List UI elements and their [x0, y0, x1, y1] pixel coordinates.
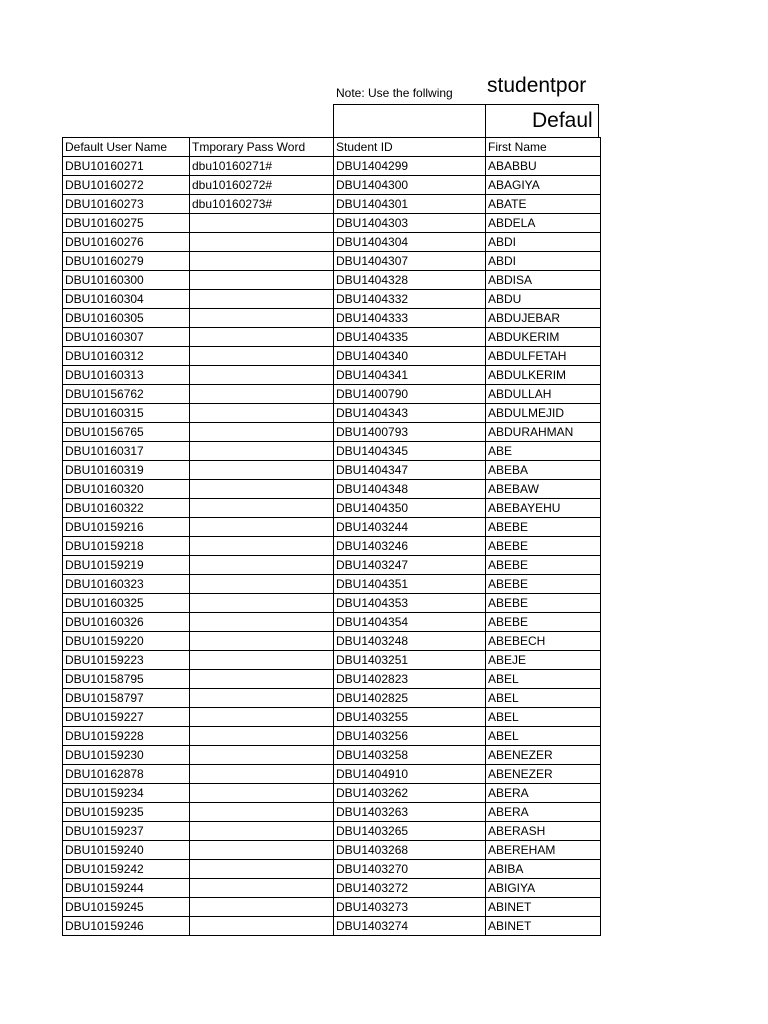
first-name-cell[interactable]: ABEBE — [486, 613, 601, 632]
table-row — [63, 328, 601, 347]
password-cell[interactable] — [190, 271, 334, 290]
student-id-cell[interactable]: DBU1404304 — [334, 233, 486, 252]
student-id-cell[interactable]: DBU1400793 — [334, 423, 486, 442]
student-id-cell[interactable]: DBU1404350 — [334, 499, 486, 518]
user-name-cell[interactable]: DBU10159216 — [63, 518, 190, 537]
first-name-cell[interactable]: ABDI — [486, 233, 601, 252]
student-id-cell[interactable]: DBU1404301 — [334, 195, 486, 214]
table-row — [63, 708, 601, 727]
first-name-cell[interactable]: ABEBE — [486, 575, 601, 594]
user-name-cell[interactable]: DBU10160323 — [63, 575, 190, 594]
student-id-cell[interactable]: DBU1404303 — [334, 214, 486, 233]
user-name-cell[interactable]: DBU10156762 — [63, 385, 190, 404]
password-cell[interactable] — [190, 480, 334, 499]
user-name-cell[interactable]: DBU10160313 — [63, 366, 190, 385]
student-id-cell[interactable]: DBU1403270 — [334, 860, 486, 879]
table-row — [63, 480, 601, 499]
user-name-cell[interactable]: DBU10160317 — [63, 442, 190, 461]
password-cell[interactable] — [190, 651, 334, 670]
table-row — [63, 347, 601, 366]
user-name-cell[interactable]: DBU10160320 — [63, 480, 190, 499]
first-name-cell[interactable]: ABINET — [486, 917, 601, 936]
table-row — [63, 252, 601, 271]
student-id-cell[interactable]: DBU1404348 — [334, 480, 486, 499]
table-row — [63, 271, 601, 290]
table-row — [63, 195, 601, 214]
user-name-cell[interactable]: DBU10160322 — [63, 499, 190, 518]
first-name-cell[interactable]: ABEBE — [486, 518, 601, 537]
user-name-cell[interactable]: DBU10159219 — [63, 556, 190, 575]
first-name-cell[interactable]: ABEBECH — [486, 632, 601, 651]
student-id-cell[interactable]: DBU1403272 — [334, 879, 486, 898]
table-row — [63, 290, 601, 309]
first-name-cell[interactable]: ABDURAHMAN — [486, 423, 601, 442]
table-row — [63, 309, 601, 328]
user-name-cell[interactable]: DBU10159244 — [63, 879, 190, 898]
table-row — [63, 841, 601, 860]
header-first-name[interactable]: First Name — [486, 138, 601, 157]
password-cell[interactable] — [190, 670, 334, 689]
user-name-cell[interactable]: DBU10162878 — [63, 765, 190, 784]
password-cell[interactable] — [190, 689, 334, 708]
student-id-cell[interactable]: DBU1403247 — [334, 556, 486, 575]
user-name-cell[interactable]: DBU10160304 — [63, 290, 190, 309]
user-name-cell[interactable]: DBU10160315 — [63, 404, 190, 423]
student-id-cell[interactable]: DBU1403262 — [334, 784, 486, 803]
student-id-cell[interactable]: DBU1403265 — [334, 822, 486, 841]
first-name-cell[interactable]: ABDU — [486, 290, 601, 309]
table-row — [63, 556, 601, 575]
user-name-cell[interactable]: DBU10159246 — [63, 917, 190, 936]
password-cell[interactable] — [190, 499, 334, 518]
first-name-cell[interactable]: ABEL — [486, 727, 601, 746]
student-id-cell[interactable]: DBU1404307 — [334, 252, 486, 271]
table-row — [63, 651, 601, 670]
user-name-cell[interactable]: DBU10160276 — [63, 233, 190, 252]
user-name-cell[interactable]: DBU10159230 — [63, 746, 190, 765]
password-cell[interactable] — [190, 575, 334, 594]
first-name-cell[interactable]: ABEJE — [486, 651, 601, 670]
password-cell[interactable] — [190, 917, 334, 936]
first-name-cell[interactable]: ABEL — [486, 708, 601, 727]
student-id-cell[interactable]: DBU1403248 — [334, 632, 486, 651]
student-id-cell[interactable]: DBU1403274 — [334, 917, 486, 936]
user-name-cell[interactable]: DBU10160312 — [63, 347, 190, 366]
first-name-cell[interactable]: ABIBA — [486, 860, 601, 879]
user-name-cell[interactable]: DBU10159240 — [63, 841, 190, 860]
user-name-cell[interactable]: DBU10160319 — [63, 461, 190, 480]
user-name-cell[interactable]: DBU10159237 — [63, 822, 190, 841]
table-row — [63, 917, 601, 936]
first-name-cell[interactable]: ABEBA — [486, 461, 601, 480]
user-name-cell[interactable]: DBU10160300 — [63, 271, 190, 290]
user-name-cell[interactable]: DBU10159220 — [63, 632, 190, 651]
user-name-cell[interactable]: DBU10160275 — [63, 214, 190, 233]
credentials-table — [62, 137, 601, 936]
first-name-cell[interactable]: ABENEZER — [486, 746, 601, 765]
table-row — [63, 632, 601, 651]
password-cell[interactable] — [190, 860, 334, 879]
user-name-cell[interactable]: DBU10159235 — [63, 803, 190, 822]
student-id-cell[interactable]: DBU1403246 — [334, 537, 486, 556]
user-name-cell[interactable]: DBU10159223 — [63, 651, 190, 670]
student-id-cell[interactable]: DBU1404343 — [334, 404, 486, 423]
portal-title: studentpor — [487, 74, 587, 97]
password-cell[interactable] — [190, 347, 334, 366]
password-cell[interactable] — [190, 518, 334, 537]
table-row — [63, 518, 601, 537]
user-name-cell[interactable]: DBU10160279 — [63, 252, 190, 271]
password-cell[interactable] — [190, 765, 334, 784]
user-name-cell[interactable]: DBU10160272 — [63, 176, 190, 195]
user-name-cell[interactable]: DBU10158797 — [63, 689, 190, 708]
first-name-cell[interactable]: ABDULMEJID — [486, 404, 601, 423]
table-row — [63, 765, 601, 784]
table-row — [63, 670, 601, 689]
first-name-cell[interactable]: ABEBE — [486, 556, 601, 575]
subheading-divider — [485, 105, 486, 137]
student-id-cell[interactable]: DBU1403256 — [334, 727, 486, 746]
first-name-cell[interactable]: ABERASH — [486, 822, 601, 841]
first-name-cell[interactable]: ABDUKERIM — [486, 328, 601, 347]
first-name-cell[interactable]: ABERA — [486, 784, 601, 803]
table-row — [63, 366, 601, 385]
first-name-cell[interactable]: ABEL — [486, 689, 601, 708]
password-cell[interactable] — [190, 309, 334, 328]
subheading-text: Defaul — [532, 109, 593, 132]
password-cell[interactable]: dbu10160272# — [190, 176, 334, 195]
student-id-cell[interactable]: DBU1402823 — [334, 670, 486, 689]
password-cell[interactable] — [190, 233, 334, 252]
password-cell[interactable] — [190, 879, 334, 898]
student-id-cell[interactable]: DBU1404354 — [334, 613, 486, 632]
table-row — [63, 898, 601, 917]
student-id-cell[interactable]: DBU1404353 — [334, 594, 486, 613]
first-name-cell[interactable]: ABATE — [486, 195, 601, 214]
student-id-cell[interactable]: DBU1403268 — [334, 841, 486, 860]
first-name-cell[interactable]: ABDISA — [486, 271, 601, 290]
password-cell[interactable] — [190, 328, 334, 347]
student-id-cell[interactable]: DBU1404299 — [334, 157, 486, 176]
student-id-cell[interactable]: DBU1404340 — [334, 347, 486, 366]
first-name-cell[interactable]: ABDULFETAH — [486, 347, 601, 366]
user-name-cell[interactable]: DBU10158795 — [63, 670, 190, 689]
user-name-cell[interactable]: DBU10159227 — [63, 708, 190, 727]
student-id-cell[interactable]: DBU1404347 — [334, 461, 486, 480]
student-id-cell[interactable]: DBU1403273 — [334, 898, 486, 917]
table-row — [63, 537, 601, 556]
first-name-cell[interactable]: ABDELA — [486, 214, 601, 233]
table-row — [63, 499, 601, 518]
first-name-cell[interactable]: ABEBE — [486, 537, 601, 556]
table-row — [63, 157, 601, 176]
user-name-cell[interactable]: DBU10159245 — [63, 898, 190, 917]
table-row — [63, 176, 601, 195]
password-cell[interactable]: dbu10160271# — [190, 157, 334, 176]
student-id-cell[interactable]: DBU1404351 — [334, 575, 486, 594]
student-id-cell[interactable]: DBU1404341 — [334, 366, 486, 385]
student-id-cell[interactable]: DBU1404332 — [334, 290, 486, 309]
table-row — [63, 214, 601, 233]
password-cell[interactable] — [190, 841, 334, 860]
password-cell[interactable] — [190, 613, 334, 632]
student-id-cell[interactable]: DBU1402825 — [334, 689, 486, 708]
password-cell[interactable] — [190, 442, 334, 461]
password-cell[interactable] — [190, 898, 334, 917]
student-id-cell[interactable]: DBU1403263 — [334, 803, 486, 822]
table-row — [63, 423, 601, 442]
table-row — [63, 784, 601, 803]
password-cell[interactable] — [190, 537, 334, 556]
first-name-cell[interactable]: ABENEZER — [486, 765, 601, 784]
first-name-cell[interactable]: ABDUJEBAR — [486, 309, 601, 328]
password-cell[interactable] — [190, 746, 334, 765]
first-name-cell[interactable]: ABDI — [486, 252, 601, 271]
table-row — [63, 594, 601, 613]
first-name-cell[interactable]: ABEL — [486, 670, 601, 689]
password-cell[interactable] — [190, 252, 334, 271]
user-name-cell[interactable]: DBU10160326 — [63, 613, 190, 632]
student-id-cell[interactable]: DBU1404328 — [334, 271, 486, 290]
header-row — [63, 138, 601, 157]
note-text: Note: Use the follwing — [336, 86, 453, 100]
student-id-cell[interactable]: DBU1403251 — [334, 651, 486, 670]
table-row — [63, 746, 601, 765]
table-row — [63, 575, 601, 594]
table-row — [63, 385, 601, 404]
password-cell[interactable] — [190, 632, 334, 651]
student-id-cell[interactable]: DBU1403258 — [334, 746, 486, 765]
header-default-user-name[interactable]: Default User Name — [63, 138, 190, 157]
student-id-cell[interactable]: DBU1400790 — [334, 385, 486, 404]
user-name-cell[interactable]: DBU10159242 — [63, 860, 190, 879]
table-row — [63, 613, 601, 632]
password-cell[interactable] — [190, 366, 334, 385]
table-row — [63, 879, 601, 898]
first-name-cell[interactable]: ABABBU — [486, 157, 601, 176]
password-cell[interactable] — [190, 784, 334, 803]
student-id-cell[interactable]: DBU1403255 — [334, 708, 486, 727]
password-cell[interactable] — [190, 290, 334, 309]
password-cell[interactable] — [190, 556, 334, 575]
table-row — [63, 404, 601, 423]
student-id-cell[interactable]: DBU1404300 — [334, 176, 486, 195]
table-row — [63, 727, 601, 746]
user-name-cell[interactable]: DBU10160271 — [63, 157, 190, 176]
user-name-cell[interactable]: DBU10160307 — [63, 328, 190, 347]
password-cell[interactable] — [190, 594, 334, 613]
header-temporary-password[interactable]: Tmporary Pass Word — [190, 138, 334, 157]
table-row — [63, 860, 601, 879]
user-name-cell[interactable]: DBU10160305 — [63, 309, 190, 328]
first-name-cell[interactable]: ABAGIYA — [486, 176, 601, 195]
password-cell[interactable]: dbu10160273# — [190, 195, 334, 214]
user-name-cell[interactable]: DBU10156765 — [63, 423, 190, 442]
table-row — [63, 822, 601, 841]
header-student-id[interactable]: Student ID — [334, 138, 486, 157]
user-name-cell[interactable]: DBU10160273 — [63, 195, 190, 214]
password-cell[interactable] — [190, 822, 334, 841]
student-id-cell[interactable]: DBU1403244 — [334, 518, 486, 537]
first-name-cell[interactable]: ABIGIYA — [486, 879, 601, 898]
table-row — [63, 803, 601, 822]
first-name-cell[interactable]: ABDULKERIM — [486, 366, 601, 385]
table-row — [63, 461, 601, 480]
user-name-cell[interactable]: DBU10160325 — [63, 594, 190, 613]
password-cell[interactable] — [190, 461, 334, 480]
first-name-cell[interactable]: ABDULLAH — [486, 385, 601, 404]
first-name-cell[interactable]: ABE — [486, 442, 601, 461]
table-row — [63, 442, 601, 461]
student-id-cell[interactable]: DBU1404333 — [334, 309, 486, 328]
password-cell[interactable] — [190, 708, 334, 727]
password-cell[interactable] — [190, 423, 334, 442]
user-name-cell[interactable]: DBU10159218 — [63, 537, 190, 556]
user-name-cell[interactable]: DBU10159228 — [63, 727, 190, 746]
student-id-cell[interactable]: DBU1404345 — [334, 442, 486, 461]
first-name-cell[interactable]: ABERA — [486, 803, 601, 822]
table-row — [63, 689, 601, 708]
password-cell[interactable] — [190, 214, 334, 233]
first-name-cell[interactable]: ABEBE — [486, 594, 601, 613]
password-cell[interactable] — [190, 803, 334, 822]
first-name-cell[interactable]: ABEBAW — [486, 480, 601, 499]
password-cell[interactable] — [190, 404, 334, 423]
table-row — [63, 233, 601, 252]
first-name-cell[interactable]: ABINET — [486, 898, 601, 917]
first-name-cell[interactable]: ABEBAYEHU — [486, 499, 601, 518]
password-cell[interactable] — [190, 727, 334, 746]
student-id-cell[interactable]: DBU1404335 — [334, 328, 486, 347]
user-name-cell[interactable]: DBU10159234 — [63, 784, 190, 803]
password-cell[interactable] — [190, 385, 334, 404]
first-name-cell[interactable]: ABEREHAM — [486, 841, 601, 860]
subheading-box — [333, 104, 599, 137]
student-id-cell[interactable]: DBU1404910 — [334, 765, 486, 784]
